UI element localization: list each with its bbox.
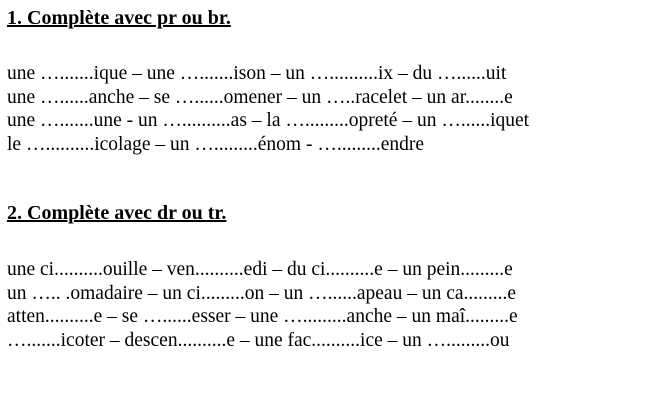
exercise-2-line: une ci..........ouille – ven..........edi – du ci..........e – un pein.........e: [7, 259, 513, 280]
exercise-2-line: ….......icoter – descen..........e – une fac..........ice – un ….........ou: [7, 329, 510, 351]
exercise-1-line: une ….......une - un …..........as – la ….........opreté – un …......iquet: [7, 110, 530, 131]
exercise-2-title: 2. Complète avec dr ou tr.: [7, 202, 227, 224]
exercise-2-line: atten..........e – se …......esser – une ….........anche – un maî.........e: [7, 306, 518, 327]
exercise-2-lines: [7, 258, 518, 352]
exercise-2-line: un ….. .omadaire – un ci.........on – un …......apeau – un ca.........e: [7, 282, 517, 304]
exercise-1-line: une …......anche – se …......omener – un …..racelet – un ar........e: [7, 86, 513, 108]
exercise-1-lines: [7, 62, 529, 156]
exercise-1-title: 1. Complète avec pr ou br.: [7, 7, 231, 29]
exercise-1-line: une ….......ique – une ….......ison – un …..........ix – du …......uit: [7, 63, 507, 84]
exercise-1-line: le …..........icolage – un ….........énom - ….........endre: [7, 133, 424, 155]
